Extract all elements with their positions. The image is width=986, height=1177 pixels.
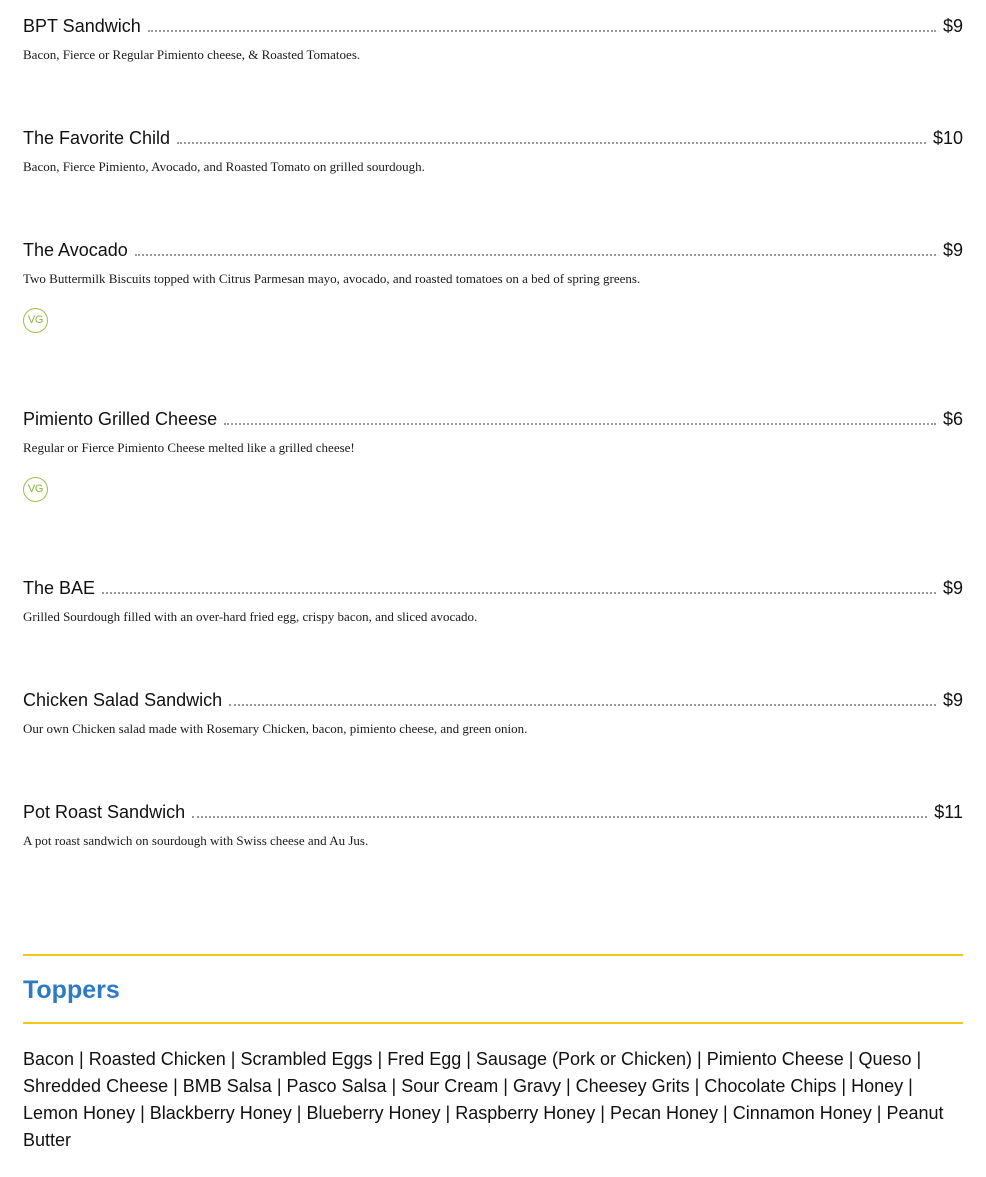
menu-item xyxy=(23,124,963,175)
dot-leader xyxy=(229,682,936,706)
menu-item-name: BPT Sandwich xyxy=(23,16,141,36)
menu-item-description: Our own Chicken salad made with Rosemary Chicken, bacon, pimiento cheese, and green onion. xyxy=(23,721,528,736)
menu-item-price: $9 xyxy=(942,578,963,598)
section-divider-bottom xyxy=(23,1022,963,1024)
menu-item-name: Chicken Salad Sandwich xyxy=(23,690,223,710)
menu-item-name: The BAE xyxy=(23,578,96,598)
menu-item xyxy=(23,686,963,737)
menu-item-price: $9 xyxy=(942,240,963,260)
menu-item-price: $10 xyxy=(932,128,963,148)
menu-item xyxy=(23,236,963,333)
menu-item xyxy=(23,798,963,849)
section-divider-top xyxy=(23,954,963,956)
menu-item-header xyxy=(23,405,963,431)
menu-item-name: Pot Roast Sandwich xyxy=(23,802,186,822)
vegetarian-badge-icon: VG xyxy=(23,308,48,333)
menu-item-price: $9 xyxy=(942,690,963,710)
menu-item-description: Bacon, Fierce or Regular Pimiento cheese, & Roasted Tomatoes. xyxy=(23,47,361,62)
menu-item-description: Regular or Fierce Pimiento Cheese melted like a grilled cheese! xyxy=(23,440,355,455)
menu-item-price: $11 xyxy=(934,802,963,822)
toppers-list: Bacon | Roasted Chicken | Scrambled Eggs | Fred Egg | Sausage (Pork or Chicken) | Pimiento Cheese | Queso | Shredded Cheese | BMB Salsa | Pasco Salsa | Sour Cream | Gravy | Cheesey Grits | Chocolate Chips | Honey | Lemon Honey | Blackberry Honey | Blueberry Honey | Raspberry Honey | Pecan Honey | Cinnamon Honey | Peanut Butter xyxy=(23,1049,944,1150)
dot-leader xyxy=(224,401,936,425)
menu-item-name: The Favorite Child xyxy=(23,128,171,148)
menu-item-name: Pimiento Grilled Cheese xyxy=(23,409,218,429)
section-title-toppers: Toppers xyxy=(23,976,120,1004)
vegetarian-badge-icon: VG xyxy=(23,477,48,502)
menu-item-header xyxy=(23,12,963,38)
menu-item-header xyxy=(23,574,963,600)
menu-item xyxy=(23,12,963,63)
menu-item-header xyxy=(23,686,963,712)
menu-item-description: Two Buttermilk Biscuits topped with Citrus Parmesan mayo, avocado, and roasted tomatoes on a bed of spring greens. xyxy=(23,271,641,286)
dot-leader xyxy=(135,232,936,256)
menu-item-name: The Avocado xyxy=(23,240,128,260)
menu-item-description: Grilled Sourdough filled with an over-hard fried egg, crispy bacon, and sliced avocado. xyxy=(23,609,478,624)
menu-item-price: $9 xyxy=(942,16,963,36)
menu-item xyxy=(23,574,963,625)
dot-leader xyxy=(148,8,936,32)
menu-item-header xyxy=(23,236,963,262)
menu-item-description: Bacon, Fierce Pimiento, Avocado, and Roasted Tomato on grilled sourdough. xyxy=(23,159,425,174)
menu-item xyxy=(23,405,963,502)
menu-item-header xyxy=(23,124,963,150)
menu-item-description: A pot roast sandwich on sourdough with Swiss cheese and Au Jus. xyxy=(23,833,369,848)
menu-item-header xyxy=(23,798,963,824)
dot-leader xyxy=(177,120,926,144)
menu-item-price: $6 xyxy=(942,409,963,429)
dot-leader xyxy=(192,794,927,818)
dot-leader xyxy=(102,570,936,594)
